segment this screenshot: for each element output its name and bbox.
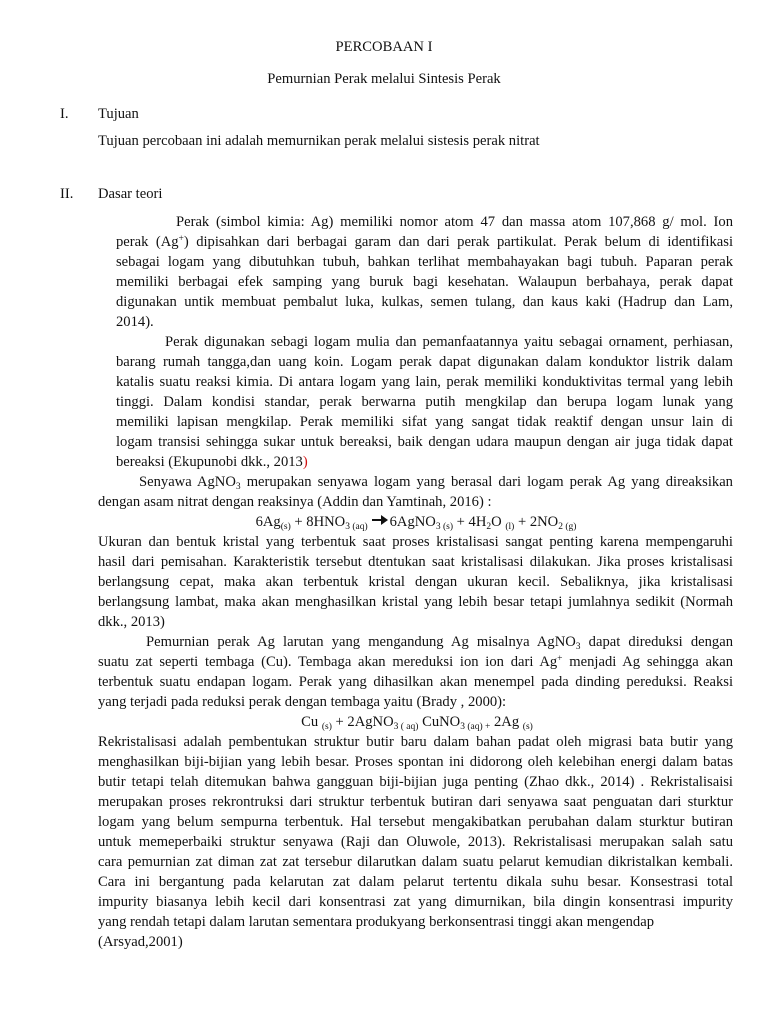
p1-line: 2014). (116, 314, 154, 330)
section-2-heading: Dasar teori (98, 186, 163, 202)
p6-line: (Arsyad,2001) (98, 934, 183, 950)
p6-line: Rekristalisasi adalah pembentukan struktur butir baru dalam bahan padat oleh migrasi bata butir yang (98, 734, 733, 750)
p4-line: dkk., 2013) (98, 614, 165, 630)
document-subtitle: Pemurnian Perak melalui Sintesis Perak (267, 71, 501, 87)
p6-line: butir tetapi telah ditemukan bahwa gangguan biji-bijian juga penting (Zhao dkk., 2014) . Rekristalisaisi (98, 774, 733, 790)
p2-line: logam transisi sehingga sukar untuk bereaksi, baik dengan udara maupun dengan air juga tidak dapat (116, 434, 733, 450)
section-1-heading: Tujuan (98, 106, 139, 122)
p2-line: barang rumah tangga,dan uang koin. Logam perak dapat digunakan dalam konduktor listrik dalam (116, 354, 733, 370)
p6-line: yang rendah tetapi dalam larutan sementara produkyang berkonsentrasi tinggi akan mengendap (98, 914, 654, 930)
p5-line: terbentuk suatu endapan logam. Perak yang dihasilkan akan menempel pada dinding pereduksi. Reaksi (98, 674, 733, 690)
section-1-text: Tujuan percobaan ini adalah memurnikan perak melalui sistesis perak nitrat (98, 133, 540, 149)
p1-line: perak (Ag+) dipisahkan dari berbagai garam dan dari perak partikulat. Perak belum di identifikasi (116, 234, 733, 250)
p1-line: sebagai logam yang dibutuhkan tubuh, bahkan terlihat membahayakan bagi tubuh. Paparan perak (116, 254, 733, 270)
p3-line: Senyawa AgNO$_3$ merupakan senyawa logam yang berasal dari logam perak Ag yang direaksikan (139, 474, 733, 492)
p6-line: impurity biasanya lebih kecil dari konsentrasi zat yang dimurnikan, bila dingin konsentrasi impurity (98, 894, 733, 910)
p4-line: hasil dari pemisahan. Karakteristik tersebut dtentukan saat kristalisasi dilakukan. Jika proses kristalisasi (98, 554, 733, 570)
p4-line: Ukuran dan bentuk kristal yang terbentuk saat proses kristalisasi sangat penting karena mempengaruhi (98, 534, 733, 550)
p5-line: Pemurnian perak Ag larutan yang mengandung Ag misalnya AgNO$_3$ dapat direduksi dengan (146, 634, 733, 652)
p6-line: logam yang belum sempurna terbentuk. Hal tersebut mengakibatkan perubahan dalam sturktur butiran (98, 814, 733, 830)
p1-line: Perak (simbol kimia: Ag) memiliki nomor atom 47 dan massa atom 107,868 g/ mol. Ion (176, 214, 733, 230)
equation-silver-reduction: Cu $_{(s)}$ + 2AgNO$_{3 ( aq)}$ CuNO$_{3 (aq) +}$ 2Ag $_{(s)}$ (301, 714, 533, 732)
document-title: PERCOBAAN I (335, 39, 433, 55)
p2-line: Perak digunakan sebagi logam mulia dan pemanfaatannya yaitu sebagai ornament, perhiasan, (165, 334, 733, 350)
p6-line: Cara ini bergantung pada kelarutan zat dalam pelarut tertentu dikala suhu besar. Konsestrasi total (98, 874, 733, 890)
p5-line: yang terjadi pada reduksi perak dengan tembaga yaitu (Brady , 2000): (98, 694, 507, 710)
section-1-number: I. (60, 106, 69, 122)
p2-line: memiliki lapisan mengkilap. Perak memiliki sifat yang sangat tidak reaktif dengan unsur lain di (116, 414, 733, 430)
p1-line: memiliki berbagai efek samping yang buruk bagi kesehatan. Walaupun berbahaya, perak dapat (116, 274, 733, 290)
p2-line: bereaksi (Ekupunobi dkk., 2013) (116, 454, 308, 470)
p4-line: berlangsung cepat, maka akan terbentuk kristal dengan ukuran kecil. Sebaliknya, jika kristalisasi (98, 574, 733, 590)
p1-line: digunakan untik membuat pembalut luka, kulkas, semen tulang, dan kaus kaki (Hadrup dan Lam, (116, 294, 733, 310)
p3-line: dengan asam nitrat dengan reaksinya (Addin dan Yamtinah, 2016) : (98, 494, 492, 510)
p2-line: tinggi. Dalam kondisi standar, perak berwarna putih mengkilap dan berupa logam lunak yang (116, 394, 733, 410)
p6-line: menghasilkan biji-bijian yang lebih besar. Proses spontan ini didorong oleh kelebihan energi dalam batas (98, 754, 733, 770)
p5-line: suatu zat seperti tembaga (Cu). Tembaga akan mereduksi ion ion dari Ag+ menjadi Ag sehingga akan (98, 654, 733, 670)
p6-line: untuk memeperbaiki struktur senyawa (Raji dan Oluwole, 2013). Rekristalisasi merupakan salah satu (98, 834, 733, 850)
section-2-number: II. (60, 186, 74, 202)
equation-silver-nitrate-synthesis: $6Ag_{(s)} + 8HNO_{3 (aq)}$ 6AgNO$_{3 (s)}$ + $4H_2O$ $_{(l)} + 2NO_{2 (g)}$ (255, 514, 577, 532)
p2-line: katalis suatu reaksi kimia. Di antara logam yang lain, perak memiliki konduktivitas termal yang lebih (116, 374, 733, 390)
red-parenthesis: ) (302, 454, 308, 470)
reaction-arrow-icon (372, 515, 388, 525)
p4-line: berlangsung lambat, maka akan menghasilkan kristal yang lebih besar tetapi jumlahnya sedikit (Normah (98, 594, 733, 610)
p6-line: merupakan proses rekrontruksi dari struktur terbentuk butiran dari senyawa saat penguatan dari sturktur (98, 794, 733, 810)
p6-line: cara pemurnian zat diman zat zat tersebur dilarutkan dalam suatu pelarut kemudian dikristalkan kembali. (98, 854, 733, 870)
